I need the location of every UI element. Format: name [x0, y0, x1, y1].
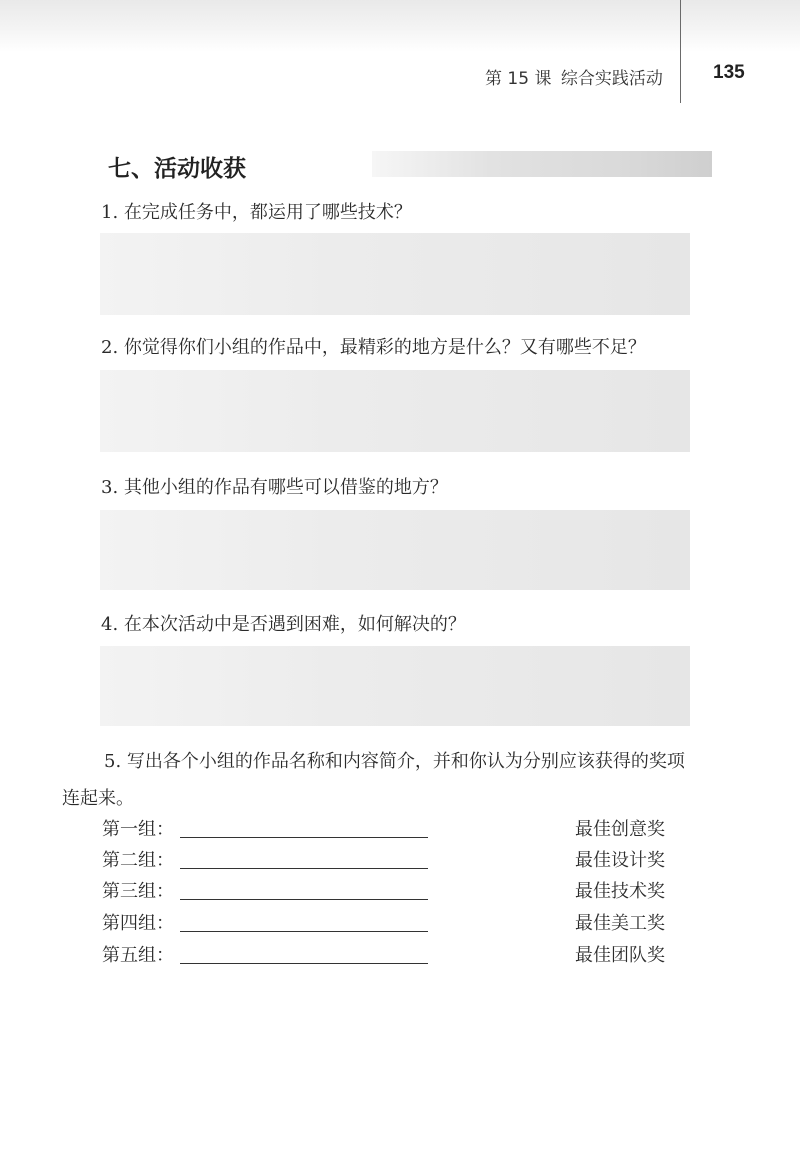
group-row-1: [102, 815, 432, 843]
fill-in-blank[interactable]: [180, 837, 428, 838]
question-2: 2. 你觉得你们小组的作品中，最精彩的地方是什么？又有哪些不足？: [101, 337, 646, 358]
fill-in-blank[interactable]: [180, 931, 428, 932]
page-number: 135: [713, 62, 745, 83]
answer-area-3[interactable]: [100, 510, 690, 590]
answer-area-2[interactable]: [100, 370, 690, 452]
group-row-2: [102, 846, 432, 874]
group-label: 第一组：: [102, 819, 174, 840]
question-5: 5. 写出各个小组的作品名称和内容简介，并和你认为分别应该获得的奖项连起来。: [62, 751, 685, 809]
section-title: 七、活动收获: [108, 156, 246, 182]
question-4: 4. 在本次活动中是否遇到困难，如何解决的？: [101, 614, 466, 635]
group-label: 第四组：: [102, 913, 174, 934]
fill-in-blank[interactable]: [180, 899, 428, 900]
question-1: 1. 在完成任务中，都运用了哪些技术？: [101, 202, 412, 223]
question-3: 3. 其他小组的作品有哪些可以借鉴的地方？: [101, 477, 448, 498]
award-best-team: 最佳团队奖: [575, 945, 665, 966]
award-best-technology: 最佳技术奖: [575, 881, 665, 902]
header-divider: [680, 0, 681, 103]
lesson-title: 综合实践活动: [560, 69, 663, 89]
group-row-5: [102, 941, 432, 969]
group-row-3: [102, 877, 432, 905]
group-row-4: [102, 909, 432, 937]
answer-area-1[interactable]: [100, 233, 690, 315]
award-best-design: 最佳设计奖: [575, 850, 665, 871]
group-label: 第五组：: [102, 945, 174, 966]
award-best-artwork: 最佳美工奖: [575, 913, 665, 934]
running-head: [485, 64, 667, 89]
heading-decoration-band: [372, 151, 712, 177]
group-label: 第三组：: [102, 881, 174, 902]
award-best-creativity: 最佳创意奖: [575, 819, 665, 840]
lesson-number: 第 15 课: [485, 69, 552, 89]
answer-area-4[interactable]: [100, 646, 690, 726]
fill-in-blank[interactable]: [180, 868, 428, 869]
fill-in-blank[interactable]: [180, 963, 428, 964]
group-label: 第二组：: [102, 850, 174, 871]
